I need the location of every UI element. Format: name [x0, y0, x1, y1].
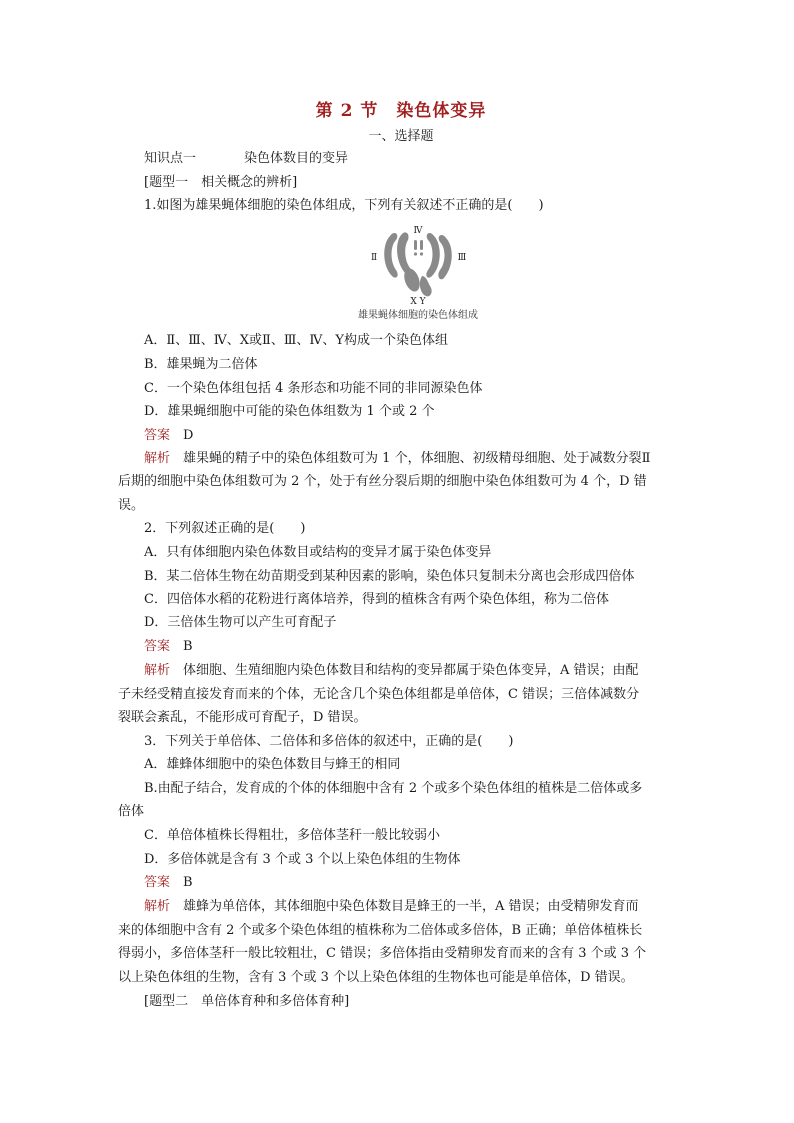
- q2-explanation-line3: 裂联会紊乱，不能形成可育配子，D 错误。: [118, 710, 367, 725]
- answer-label: 答案: [144, 639, 171, 654]
- q1-option-b: B．雄果蝇为二倍体: [144, 357, 258, 372]
- q3-option-b: B.由配子结合，发育成的个体的体细胞中含有 2 个或多个染色体组的植株是二倍体或多: [144, 781, 643, 796]
- explanation-label: 解析: [144, 899, 171, 914]
- q3-answer: [144, 874, 193, 892]
- q2-answer: [144, 638, 193, 656]
- label-xy: X Y: [410, 297, 426, 307]
- figure-caption: 雄果蝇体细胞的染色体组成: [358, 310, 478, 321]
- q3-explanation-line4: 以上染色体组的生物，含有 3 个或 3 个以上染色体组的生物体也可能是单倍体，D 错误。: [118, 970, 634, 985]
- q1-explanation-line2: 后期的细胞中染色体组数可为 2 个，处于有丝分裂后期的细胞中染色体组数可为 4 个，D 错: [118, 474, 647, 489]
- q1-option-a: A．Ⅱ、Ⅲ、Ⅳ、X或Ⅱ、Ⅲ、Ⅳ、Y构成一个染色体组: [144, 333, 448, 348]
- q1-explanation-line3: 误。: [118, 498, 145, 513]
- q1-answer: [144, 427, 193, 445]
- chromosome-iv-left: [414, 240, 417, 250]
- section-heading: 一、选择题: [368, 129, 434, 144]
- type1-heading: [题型一 相关概念的辨析]: [144, 175, 298, 190]
- q1-stem: 1.如图为雄果蝇体细胞的染色体组成，下列有关叙述不正确的是( ): [144, 198, 544, 213]
- chromosome-iii-right: [438, 235, 451, 279]
- q3-option-d: D．多倍体就是含有 3 个或 3 个以上染色体组的生物体: [144, 852, 461, 867]
- chromosome-diagram: [338, 218, 498, 308]
- knowledge-point-name: 染色体数目的变异: [244, 151, 349, 166]
- type2-heading: [题型二 单倍体育种和多倍体育种]: [144, 994, 350, 1009]
- q2-explanation-line2: 子未经受精直接发育而来的个体，无论含几个染色体组都是单倍体，C 错误；三倍体减数分: [118, 687, 640, 702]
- knowledge-point-label: 知识点一: [144, 151, 197, 166]
- q3-explanation-line1: 解析 雄蜂为单倍体，其体细胞中染色体数目是蜂王的一半，A 错误；由受精卵发育而: [144, 899, 639, 914]
- q1-option-c: C．一个染色体组包括 4 条形态和功能不同的非同源染色体: [144, 381, 483, 396]
- q2-option-b: B．某二倍体生物在幼苗期受到某种因素的影响，染色体只复制未分离也会形成四倍体: [144, 569, 635, 584]
- q3-option-b-cont: 倍体: [118, 804, 145, 819]
- chromosome-iii-left: [426, 233, 439, 278]
- label-ii: Ⅱ: [370, 253, 378, 263]
- label-iv: Ⅳ: [413, 226, 423, 236]
- q3-option-c: C．单倍体植株长得粗壮，多倍体茎秆一般比较弱小: [144, 828, 440, 843]
- page-title: 第 2 节 染色体变异: [315, 101, 487, 121]
- explanation-label: 解析: [144, 451, 171, 466]
- chromosome-ii-left: [384, 233, 397, 278]
- answer-value: B: [183, 875, 193, 890]
- q2-option-d: D．三倍体生物可以产生可育配子: [144, 615, 337, 630]
- chromosome-y: [420, 276, 432, 296]
- answer-label: 答案: [144, 428, 171, 443]
- q1-explanation-line1: 解析 雄果蝇的精子中的染色体组数可为 1 个，体细胞、初级精母细胞、处于减数分裂Ⅱ: [144, 451, 651, 466]
- answer-value: D: [183, 428, 194, 443]
- chromosome-iv-right: [420, 240, 423, 250]
- explanation-label: 解析: [144, 663, 171, 678]
- q2-stem: 2．下列叙述正确的是( ): [144, 521, 306, 536]
- q3-stem: 3．下列关于单倍体、二倍体和多倍体的叙述中，正确的是( ): [144, 734, 514, 749]
- q3-explanation-line3: 得弱小，多倍体茎秆一般比较粗壮，C 错误；多倍体指由受精卵发育而来的含有 3 个或 3 个: [118, 946, 647, 961]
- q1-option-d: D．雄果蝇细胞中可能的染色体组数为 1 个或 2 个: [144, 404, 435, 419]
- label-iii: Ⅲ: [457, 253, 467, 263]
- answer-label: 答案: [144, 875, 171, 890]
- q3-explanation-line2: 来的体细胞中含有 2 个或多个染色体组的植株称为二倍体或多倍体，B 正确；单倍体植株长: [118, 923, 643, 938]
- q2-option-a: A．只有体细胞内染色体数目或结构的变异才属于染色体变异: [144, 545, 492, 560]
- answer-value: B: [183, 639, 193, 654]
- q2-explanation-line1: 解析 体细胞、生殖细胞内染色体数目和结构的变异都属于染色体变异，A 错误；由配: [144, 663, 639, 678]
- q2-option-c: C．四倍体水稻的花粉进行离体培养，得到的植株含有两个染色体组，称为二倍体: [144, 592, 609, 607]
- chromosome-figure: [338, 218, 498, 322]
- q3-option-a: A．雄蜂体细胞中的染色体数目与蜂王的相同: [144, 757, 401, 772]
